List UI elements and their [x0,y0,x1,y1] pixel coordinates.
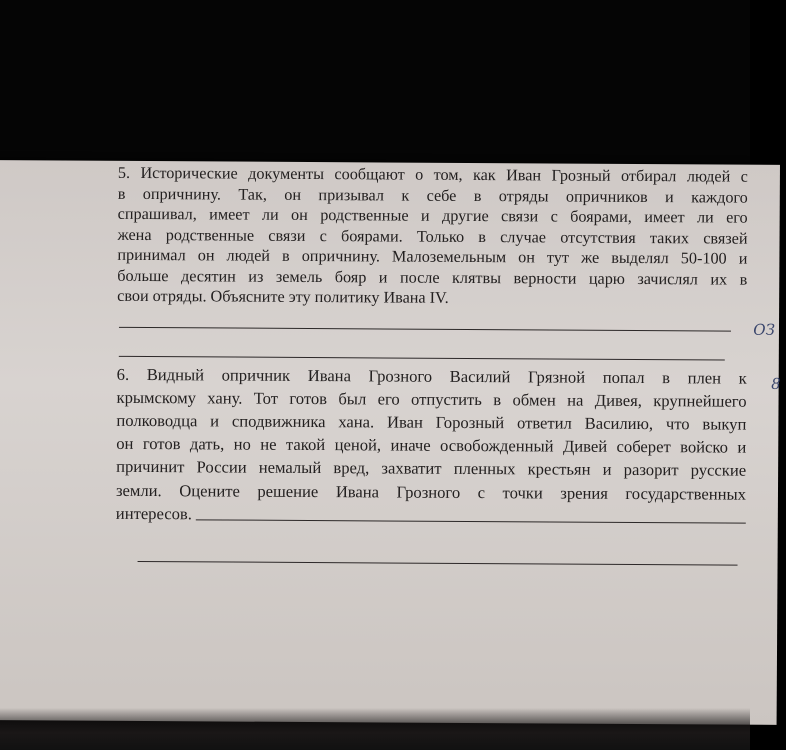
margin-note-1: ОЗ [753,320,776,339]
worksheet-page [0,160,780,725]
worksheet-content [116,163,748,566]
answer-line-5b[interactable] [119,355,725,360]
task-6 [116,362,747,528]
task-6-line-4: он готов дать, но не такой ценой, иначе освобожденный Дивей соберет войско и [116,433,747,457]
task-6-line-7: интересов. [115,503,193,524]
task-5-line-5: принимал он людей в опричнину. Малоземельным он тут же выделял 50-100 и [117,245,748,268]
task-6-last-line [116,502,746,529]
task-6-line-6: земли. Оцените решение Ивана Грозного с точки зрения государственных [115,480,747,504]
answer-line-6-inline[interactable] [196,519,746,523]
task-6-line-5: причинит России немалый вред, захватит пленных крестьян и разорит русские [116,457,747,480]
table-shadow [0,708,750,750]
task-6-line-1: 6. Видный опричник Ивана Грозного Василий Грязной попал в плен к [116,364,747,388]
task-5-line-3: спрашивал, имеет ли он родственные и другие связи с боярами, имеет ли его [117,204,748,227]
task-6-line-2: крымскому хану. Тот готов был его отпустить в обмен на Дивея, крупнейшего [116,387,747,411]
task-5-line-7: свои отряды. Объясните эту политику Ивана IV. [117,286,449,307]
task-5 [117,163,748,310]
task-5-line-2: в опричнину. Так, он призывал к себе в отряды опричников и каждого [117,184,748,207]
task-5-line-1: 5. Исторические документы сообщают о том, как Иван Грозный отбирал людей с [117,163,748,186]
task-5-line-6: больше десятин из земель бояр и после клятвы верности царю зачислял их в [117,266,748,289]
margin-note-2: 8 [771,374,781,393]
answer-line-6b[interactable] [138,561,738,566]
task-5-line-4: жена родственные связи с боярами. Только в случае отсутствия таких связей [117,225,748,248]
answer-line-5a[interactable] [119,326,731,331]
task-6-line-3: полководца и сподвижника хана. Иван Горозный ответил Василию, что выкуп [116,410,747,434]
